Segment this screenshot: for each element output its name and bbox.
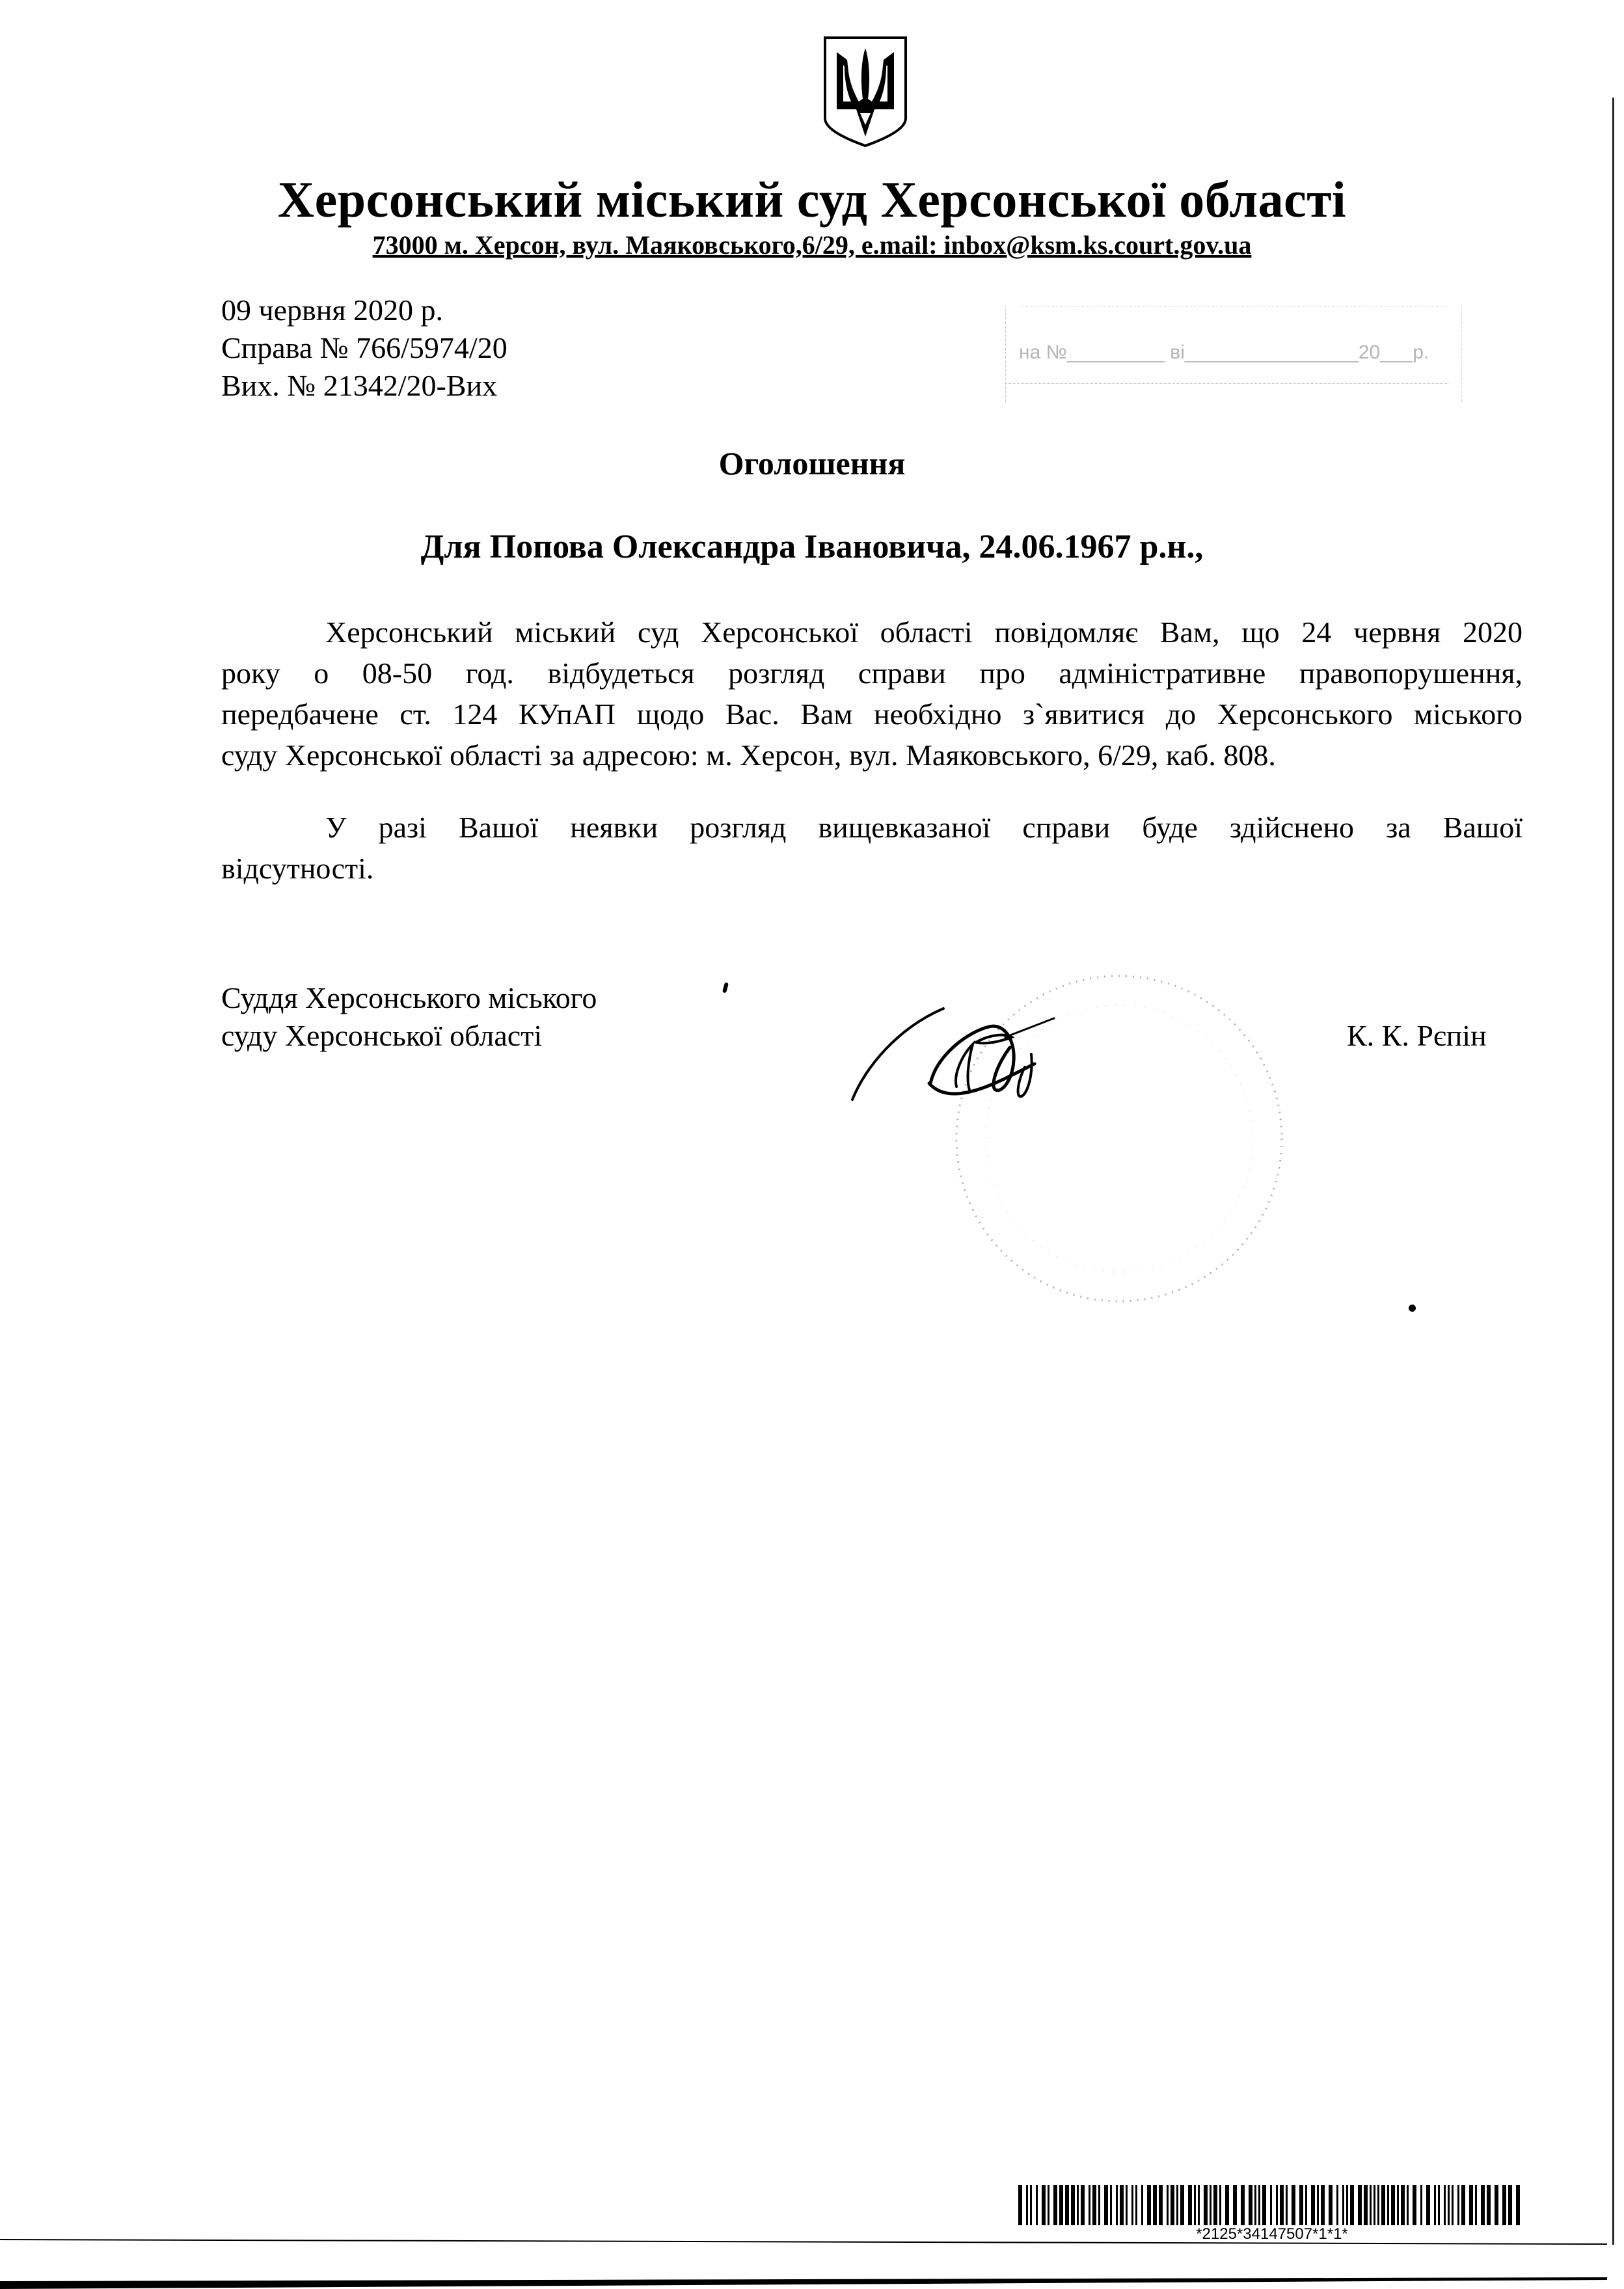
registration-label: на №_________ ві________________20___р.	[1019, 342, 1429, 363]
barcode-bar	[1030, 2185, 1032, 2225]
barcode-bar	[1329, 2185, 1333, 2225]
barcode-bar	[1262, 2185, 1266, 2225]
barcode-bar	[1225, 2185, 1229, 2225]
barcode-bar	[1452, 2185, 1454, 2225]
barcode-bar	[1364, 2185, 1368, 2225]
barcode-bar	[1461, 2185, 1465, 2225]
barcode-bar	[1092, 2185, 1096, 2225]
barcode-bar	[1219, 2185, 1221, 2225]
barcode-bar	[1280, 2185, 1284, 2225]
barcode-bar	[1042, 2185, 1046, 2225]
barcode-bar	[1397, 2185, 1399, 2225]
barcode-bar	[1018, 2185, 1022, 2225]
barcode-bar	[1495, 2185, 1498, 2225]
barcode-bar	[1171, 2185, 1174, 2225]
barcode-bar	[1317, 2185, 1319, 2225]
judge-name: К. К. Рєпін	[1347, 1019, 1487, 1052]
barcode-bar	[1448, 2185, 1450, 2225]
barcode-bar	[1407, 2185, 1409, 2225]
barcode-bar	[1131, 2185, 1133, 2225]
notice-addressee: Для Попова Олександра Івановича, 24.06.1967 р.н.,	[420, 528, 1204, 565]
barcode-bar	[1336, 2185, 1338, 2225]
outgoing-number: Вих. № 21342/20-Вих	[221, 369, 498, 402]
barcode-bar	[1110, 2185, 1112, 2225]
barcode-bar	[1292, 2185, 1295, 2225]
barcode-bar	[1387, 2185, 1389, 2225]
barcode-bar	[1176, 2185, 1178, 2225]
barcode-bar	[1071, 2185, 1075, 2225]
barcode-bar	[1311, 2185, 1315, 2225]
barcode-bar	[1475, 2185, 1477, 2225]
judge-position-line: Суддя Херсонського міського	[221, 981, 597, 1014]
barcode-bar	[1233, 2185, 1237, 2225]
barcode-bar	[1026, 2185, 1028, 2225]
judge-position	[221, 979, 597, 1055]
barcode-bar	[1342, 2185, 1344, 2225]
paragraph-2-line: У разі Вашої неявки розгляд вищевказаної справи буде здійснено за Вашої	[325, 811, 1522, 844]
barcode-bar	[1059, 2185, 1063, 2225]
barcode-bar	[1141, 2185, 1143, 2225]
notice-paragraph-1	[221, 612, 1522, 776]
barcode-bar	[1516, 2185, 1520, 2225]
barcode-bar	[1241, 2185, 1245, 2225]
paragraph-1-line: передбачене ст. 124 КУпАП щодо Вас. Вам необхідно з`явитися до Херсонського міського	[221, 698, 1522, 731]
barcode-bar	[1065, 2185, 1069, 2225]
barcode-bar	[1053, 2185, 1057, 2225]
barcode-bar	[1210, 2185, 1211, 2225]
paragraph-2-line: відсутності.	[221, 852, 374, 885]
barcode-bar	[1089, 2185, 1090, 2225]
barcode-bar	[1444, 2185, 1446, 2225]
court-address: 73000 м. Херсон, вул. Маяковського,6/29, e.mail: inbox@ksm.ks.court.gov.ua	[372, 230, 1252, 260]
barcode-bar	[1126, 2185, 1128, 2225]
scan-bottom-edge	[0, 2276, 1607, 2289]
barcode-bar	[1204, 2185, 1208, 2225]
barcode-bar	[1120, 2185, 1124, 2225]
registration-stamp-box	[1005, 306, 1462, 403]
barcode-bar	[1370, 2185, 1372, 2225]
barcode-bar	[1098, 2185, 1100, 2225]
barcode-bar	[1198, 2185, 1200, 2225]
barcode-bar	[1188, 2185, 1192, 2225]
paragraph-1-line: року о 08-50 год. відбудеться розгляд справи про адміністративне правопорушення,	[221, 657, 1522, 690]
scan-edge-line	[1612, 98, 1614, 2245]
barcode-bar	[1420, 2185, 1422, 2225]
barcode-bar	[1147, 2185, 1151, 2225]
barcode-bar	[1299, 2185, 1303, 2225]
barcode-bar	[1194, 2185, 1196, 2225]
coat-of-arms-icon	[821, 34, 910, 148]
barcode-bar	[1270, 2185, 1272, 2225]
barcode-bar	[1381, 2185, 1385, 2225]
barcode-bar	[1077, 2185, 1079, 2225]
barcode-bar	[1135, 2185, 1137, 2225]
barcode-bar	[1081, 2185, 1085, 2225]
scan-mark	[1409, 1305, 1416, 1312]
handwritten-signature	[839, 969, 1178, 1119]
barcode-bar	[1426, 2185, 1430, 2225]
barcode-bar	[1481, 2185, 1485, 2225]
barcode-bar	[1413, 2185, 1416, 2225]
barcode-bar	[1346, 2185, 1348, 2225]
document-date: 09 червня 2020 р.	[221, 293, 444, 327]
barcode-bar	[1508, 2185, 1512, 2225]
barcode-bar	[1305, 2185, 1307, 2225]
barcode-bar	[1104, 2185, 1108, 2225]
barcode-bar	[1374, 2185, 1375, 2225]
stamp-bottom-line	[1006, 383, 1448, 384]
barcode-bar	[1487, 2185, 1491, 2225]
barcode-bar	[1048, 2185, 1049, 2225]
notice-heading: Оголошення	[718, 445, 906, 481]
barcode-number: *2125*34147507*1*1*	[1196, 2225, 1348, 2243]
notice-paragraph-2	[221, 807, 1522, 889]
barcode-bar	[1438, 2185, 1440, 2225]
scan-mark	[722, 982, 729, 993]
barcode	[1018, 2185, 1526, 2225]
barcode-bar	[1469, 2185, 1473, 2225]
document-meta	[221, 291, 508, 405]
barcode-bar	[1249, 2185, 1252, 2225]
paragraph-1-line: Херсонський міський суд Херсонської області повідомляє Вам, що 24 червня 2020	[325, 616, 1522, 649]
barcode-bar	[1286, 2185, 1288, 2225]
barcode-bar	[1502, 2185, 1506, 2225]
barcode-bar	[1159, 2185, 1163, 2225]
barcode-bar	[1321, 2185, 1325, 2225]
barcode-bar	[1377, 2185, 1379, 2225]
barcode-bar	[1167, 2185, 1169, 2225]
judge-position-line: суду Херсонської області	[221, 1019, 543, 1052]
barcode-bar	[1036, 2185, 1038, 2225]
case-number: Справа № 766/5974/20	[221, 331, 508, 364]
paragraph-1-line: суду Херсонської області за адресою: м. Херсон, вул. Маяковського, 6/29, каб. 808.	[221, 738, 1276, 772]
barcode-bar	[1401, 2185, 1405, 2225]
court-name-title: Херсонський міський суд Херсонської області	[277, 171, 1347, 228]
barcode-bar	[1180, 2185, 1184, 2225]
barcode-bar	[1350, 2185, 1354, 2225]
barcode-bar	[1116, 2185, 1118, 2225]
scan-edge-line	[0, 2238, 1607, 2245]
barcode-bar	[1153, 2185, 1157, 2225]
barcode-bar	[1391, 2185, 1395, 2225]
barcode-bar	[1254, 2185, 1256, 2225]
barcode-bar	[1258, 2185, 1260, 2225]
barcode-bar	[1276, 2185, 1278, 2225]
barcode-bar	[1358, 2185, 1362, 2225]
barcode-bar	[1434, 2185, 1436, 2225]
barcode-bar	[1457, 2185, 1459, 2225]
barcode-bar	[1213, 2185, 1217, 2225]
